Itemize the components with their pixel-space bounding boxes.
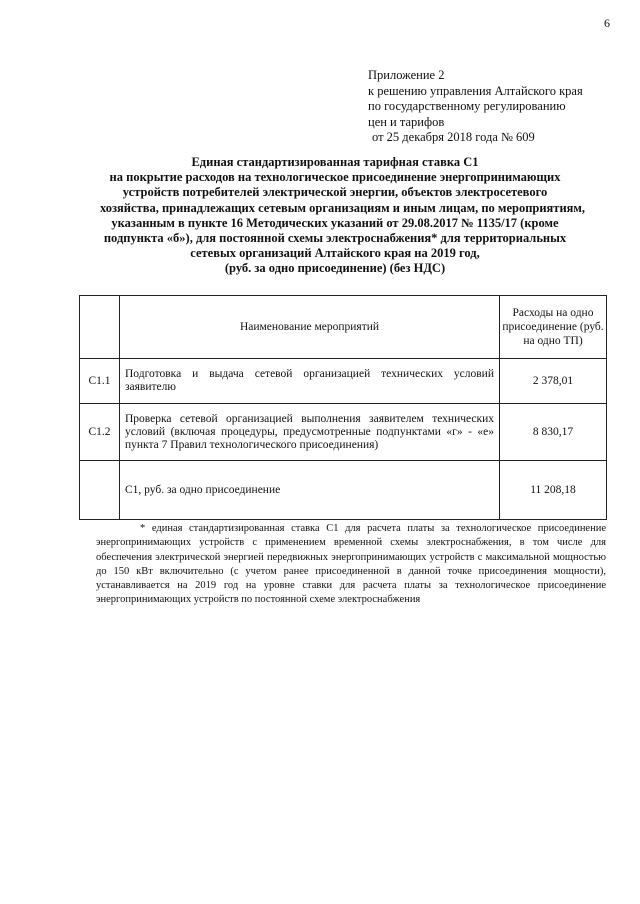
title-line: указанным в пункте 16 Методических указаний от 29.08.2017 № 1135/17 (кроме — [111, 215, 559, 230]
footnote: * единая стандартизированная ставка С1 для расчета платы за технологическое присоединение энергопринимающих устройств с применением временной схемы электроснабжения, в том числе для обеспечения электрической энергией передвижных энергопринимающих устройств с максимальной мощностью до 150 кВт включительно (с учетом ранее присоединенной в данной точке присоединения мощности), устанавливается на 2019 год на уровне ставки для расчета платы за технологическое присоединение энергопринимающих устройств по постоянной схеме электроснабжения — [96, 523, 606, 606]
appendix-line: цен и тарифов — [368, 114, 445, 129]
appendix-date: от 25 декабря 2018 года № 609 — [372, 130, 535, 144]
title-line: хозяйства, принадлежащих сетевым организациям и иным лицам, по мероприятиям, — [100, 200, 586, 215]
appendix-line: по государственному регулированию — [368, 99, 566, 113]
appendix-line: к решению управления Алтайского края — [368, 83, 583, 98]
header-value-cell: Расходы на одно присоединение (руб. на одно ТП) — [500, 296, 607, 359]
tariff-table — [79, 295, 607, 520]
page-number: 6 — [604, 16, 610, 30]
title-line: (руб. за одно присоединение) (без НДС) — [224, 261, 446, 276]
appendix-line: Приложение 2 — [368, 68, 445, 82]
row-code-cell: С1.2 — [80, 404, 120, 461]
table-row — [80, 404, 607, 461]
table-row — [80, 359, 607, 404]
title-line: Единая стандартизированная тарифная ставка С1 — [191, 155, 479, 169]
table-total-row — [80, 461, 607, 520]
title-line: подпункта «б»), для постоянной схемы электроснабжения* для территориальных — [103, 231, 567, 246]
title-line: сетевых организаций Алтайского края на 2019 год, — [190, 246, 480, 261]
row-value-cell: 8 830,17 — [500, 404, 607, 461]
document-title — [100, 155, 586, 277]
total-code-cell — [80, 461, 120, 520]
total-name-cell: С1, руб. за одно присоединение — [120, 461, 500, 520]
appendix-header — [368, 68, 618, 146]
row-name-cell: Проверка сетевой организацией выполнения заявителем технических условий (включая процедуры, предусмотренные подпунктами «г» - «е» пункта 7 Правил технологического присоединения) — [120, 404, 500, 461]
row-code-cell: С1.1 — [80, 359, 120, 404]
title-line: на покрытие расходов на технологическое присоединение энергопринимающих — [109, 170, 561, 185]
title-line: устройств потребителей электрической энергии, объектов электросетевого — [122, 185, 548, 200]
header-name-cell: Наименование мероприятий — [120, 296, 500, 359]
row-value-cell: 2 378,01 — [500, 359, 607, 404]
row-name-cell: Подготовка и выдача сетевой организацией технических условий заявителю — [120, 359, 500, 404]
table-header-row — [80, 296, 607, 359]
header-code-cell — [80, 296, 120, 359]
total-value-cell: 11 208,18 — [500, 461, 607, 520]
